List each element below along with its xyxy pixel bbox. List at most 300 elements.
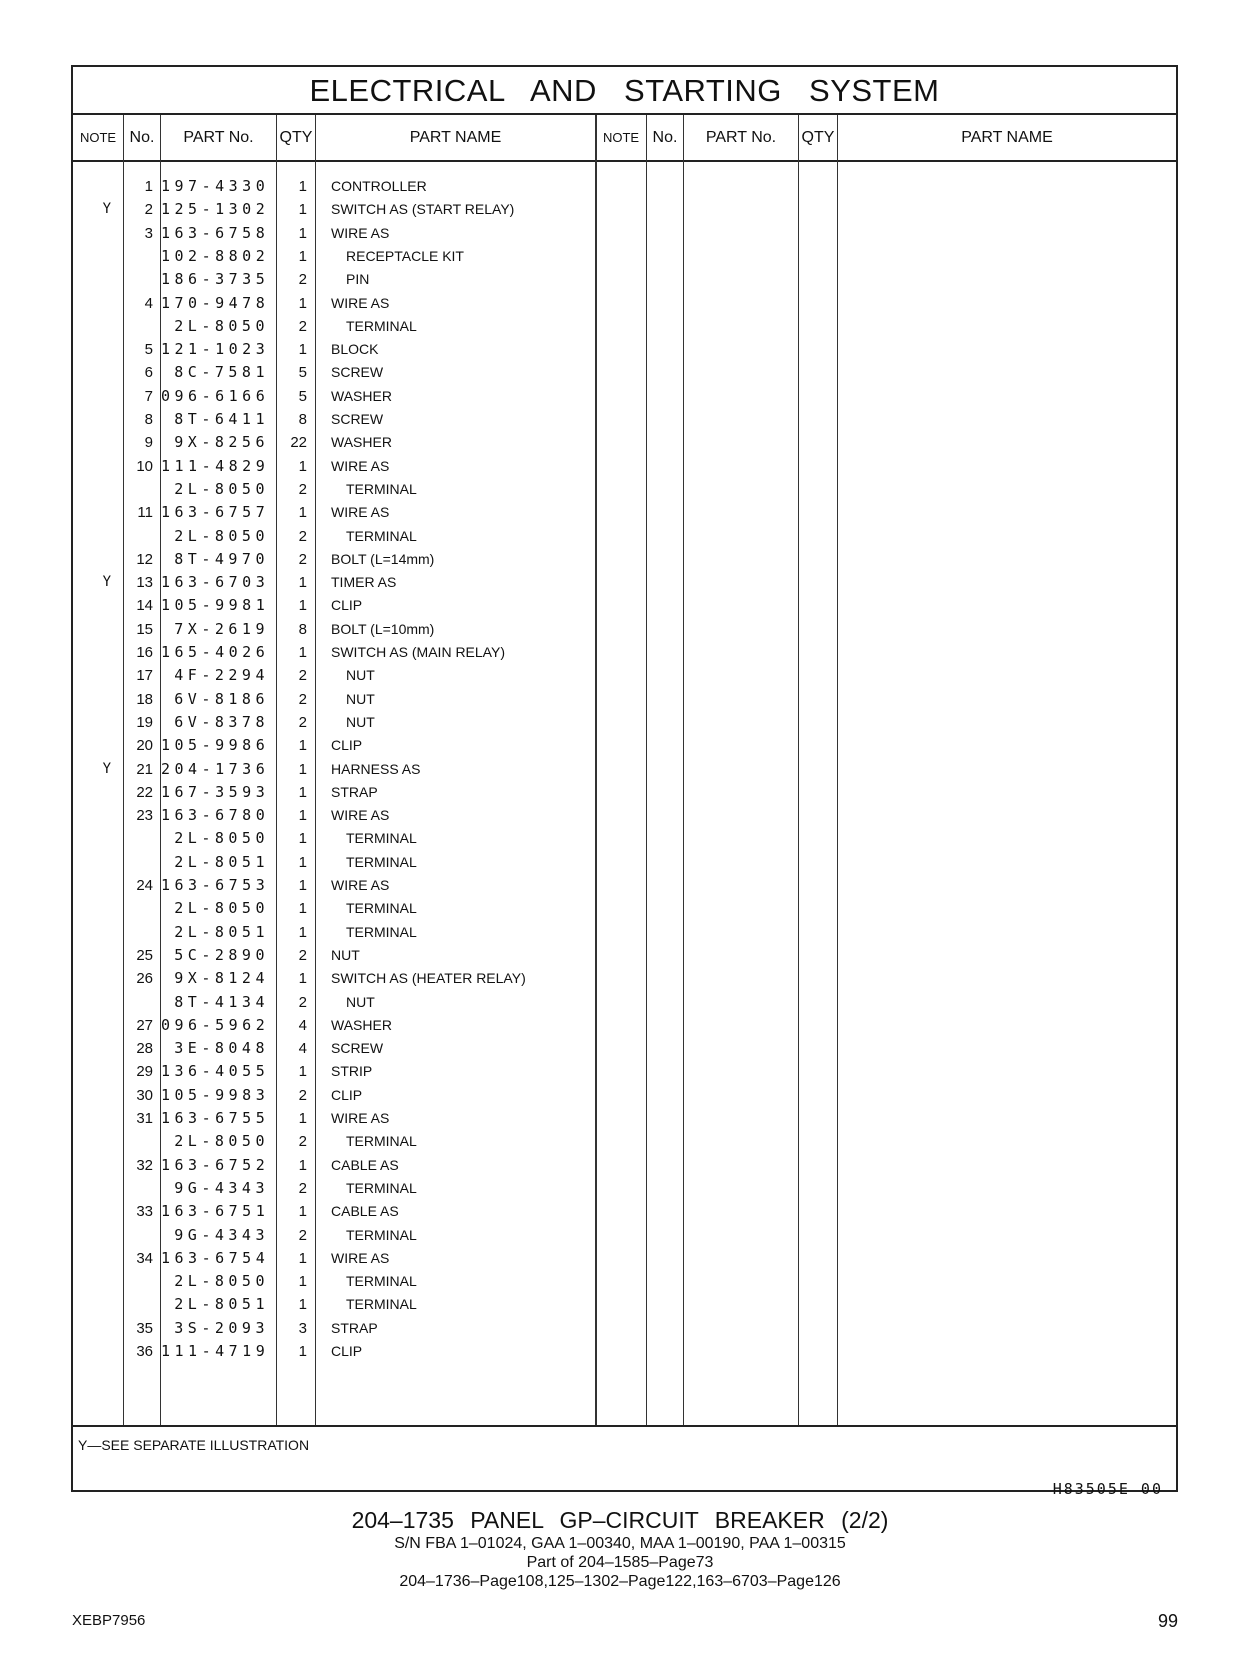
note-cell: Y bbox=[102, 201, 111, 218]
part-name-cell: TERMINAL bbox=[346, 853, 417, 870]
part-number-cell: 3E-8048 bbox=[174, 1039, 269, 1058]
quantity-cell: 1 bbox=[298, 1203, 307, 1221]
quantity-cell: 2 bbox=[298, 527, 307, 545]
part-name-cell: TERMINAL bbox=[346, 1273, 417, 1290]
figure-caption bbox=[0, 1506, 1240, 1591]
item-number-cell bbox=[125, 315, 153, 338]
part-name-cell: SWITCH AS (START RELAY) bbox=[331, 201, 515, 218]
table-row bbox=[73, 734, 1176, 757]
item-number-cell: 17 bbox=[136, 667, 153, 685]
item-number-cell bbox=[125, 268, 153, 291]
quantity-cell: 4 bbox=[298, 1016, 307, 1034]
header-qty-left: QTY bbox=[279, 129, 313, 146]
note-cell bbox=[73, 1340, 111, 1363]
note-cell bbox=[73, 641, 111, 664]
quantity-cell: 2 bbox=[298, 550, 307, 568]
item-number-cell bbox=[125, 1270, 153, 1293]
table-row bbox=[73, 1340, 1176, 1363]
part-name-cell: WIRE AS bbox=[331, 504, 390, 521]
table-row bbox=[73, 1177, 1176, 1200]
part-number-cell: 121-1023 bbox=[161, 340, 270, 359]
part-name-cell: BOLT (L=10mm) bbox=[331, 620, 435, 637]
item-number-cell: 4 bbox=[144, 294, 153, 312]
quantity-cell: 5 bbox=[298, 387, 307, 405]
table-row bbox=[73, 711, 1176, 734]
part-number-cell: 2L-8051 bbox=[174, 922, 269, 941]
header-part-no-left: PART No. bbox=[183, 129, 254, 146]
part-number-cell: 163-6754 bbox=[161, 1248, 270, 1267]
part-name-cell: NUT bbox=[346, 993, 375, 1010]
quantity-cell: 2 bbox=[298, 271, 307, 289]
part-number-cell: 2L-8050 bbox=[174, 526, 269, 545]
part-name-cell: SCREW bbox=[331, 411, 384, 427]
table-row bbox=[73, 548, 1176, 571]
item-number-cell bbox=[125, 1177, 153, 1200]
note-cell bbox=[73, 1107, 111, 1130]
note-cell bbox=[73, 1317, 111, 1340]
page-number: 99 bbox=[1157, 1611, 1178, 1631]
part-name-cell: SCREW bbox=[331, 364, 384, 381]
part-number-cell: 163-6758 bbox=[161, 223, 270, 242]
note-cell bbox=[73, 618, 111, 641]
table-row bbox=[73, 851, 1176, 874]
part-number-cell: 2L-8050 bbox=[174, 899, 269, 918]
quantity-cell: 1 bbox=[298, 341, 307, 359]
quantity-cell: 4 bbox=[298, 1040, 307, 1058]
section-title: ELECTRICAL AND STARTING SYSTEM bbox=[73, 67, 1176, 115]
item-number-cell bbox=[125, 1224, 153, 1247]
header-part-no-right: PART No. bbox=[705, 129, 777, 146]
note-cell bbox=[73, 897, 111, 920]
table-row bbox=[73, 525, 1176, 548]
item-number-cell: 34 bbox=[136, 1249, 153, 1267]
note-cell bbox=[73, 1224, 111, 1247]
note-cell bbox=[73, 1177, 111, 1200]
part-number-cell: 102-8802 bbox=[161, 246, 270, 265]
quantity-cell: 1 bbox=[298, 877, 307, 894]
part-name-cell: STRAP bbox=[331, 783, 378, 800]
part-number-cell: 6V-8186 bbox=[174, 689, 269, 708]
table-row bbox=[73, 385, 1176, 408]
part-name-cell: PIN bbox=[346, 271, 370, 288]
item-number-cell: 28 bbox=[136, 1040, 153, 1058]
part-number-cell: 105-9981 bbox=[161, 596, 270, 615]
quantity-cell: 1 bbox=[298, 574, 307, 592]
part-name-cell: TERMINAL bbox=[346, 900, 417, 917]
table-row bbox=[73, 1270, 1176, 1293]
note-cell bbox=[73, 1014, 111, 1037]
table-row bbox=[73, 1154, 1176, 1177]
quantity-cell: 2 bbox=[298, 946, 307, 964]
part-name-cell: WIRE AS bbox=[331, 1249, 390, 1266]
item-number-cell: 15 bbox=[136, 620, 153, 638]
footer-divider bbox=[73, 1425, 1176, 1427]
item-number-cell: 33 bbox=[136, 1203, 153, 1221]
item-number-cell: 1 bbox=[144, 178, 153, 195]
quantity-cell: 2 bbox=[298, 480, 307, 498]
table-row bbox=[73, 618, 1176, 641]
header-no-left: No. bbox=[129, 129, 155, 146]
part-number-cell: 7X-2619 bbox=[174, 619, 269, 638]
header-part-name-right: PART NAME bbox=[961, 129, 1053, 146]
table-row bbox=[73, 781, 1176, 804]
part-number-cell: 3S-2093 bbox=[174, 1318, 269, 1337]
note-cell bbox=[73, 431, 111, 454]
part-number-cell: 9G-4343 bbox=[174, 1178, 269, 1197]
quantity-cell: 2 bbox=[298, 317, 307, 335]
note-cell bbox=[73, 967, 111, 990]
item-number-cell: 22 bbox=[136, 783, 153, 801]
note-cell bbox=[73, 1130, 111, 1153]
note-cell bbox=[73, 688, 111, 711]
part-name-cell: TERMINAL bbox=[346, 527, 417, 544]
item-number-cell: 5 bbox=[144, 341, 153, 359]
part-number-cell: 2L-8050 bbox=[174, 479, 269, 498]
part-name-cell: NUT bbox=[346, 690, 375, 707]
caption-serial: S/N FBA 1–01024, GAA 1–00340, MAA 1–00190, PAA 1–00315 bbox=[394, 1535, 846, 1552]
table-row bbox=[73, 268, 1176, 291]
quantity-cell: 8 bbox=[298, 620, 307, 638]
quantity-cell: 2 bbox=[298, 713, 307, 731]
item-number-cell: 26 bbox=[136, 970, 153, 988]
part-number-cell: 8C-7581 bbox=[174, 363, 269, 382]
part-number-cell: 186-3735 bbox=[161, 270, 270, 289]
note-cell bbox=[73, 991, 111, 1014]
note-cell bbox=[73, 851, 111, 874]
table-row bbox=[73, 455, 1176, 478]
item-number-cell: 30 bbox=[136, 1086, 153, 1104]
table-row bbox=[73, 804, 1176, 827]
table-row bbox=[73, 315, 1176, 338]
item-number-cell bbox=[125, 525, 153, 548]
header-part-name-left: PART NAME bbox=[409, 129, 502, 146]
part-name-cell: SWITCH AS (MAIN RELAY) bbox=[331, 644, 505, 660]
part-name-cell: BLOCK bbox=[331, 341, 379, 358]
table-row bbox=[73, 897, 1176, 920]
quantity-cell: 1 bbox=[298, 853, 307, 871]
quantity-cell: 2 bbox=[298, 690, 307, 708]
part-name-cell: NUT bbox=[331, 946, 360, 963]
table-row bbox=[73, 874, 1176, 897]
note-cell bbox=[73, 1270, 111, 1293]
part-name-cell: RECEPTACLE KIT bbox=[346, 247, 464, 264]
part-number-cell: 4F-2294 bbox=[174, 666, 269, 685]
note-cell bbox=[73, 338, 111, 361]
part-number-cell: 197-4330 bbox=[161, 177, 270, 195]
caption-title: 204–1735 PANEL GP–CIRCUIT BREAKER (2/2) bbox=[351, 1507, 889, 1533]
table-row bbox=[73, 1293, 1176, 1316]
part-number-cell: 163-6755 bbox=[161, 1109, 270, 1127]
part-name-cell: CLIP bbox=[331, 597, 363, 614]
note-cell bbox=[73, 175, 111, 198]
note-cell bbox=[73, 268, 111, 291]
part-number-cell: 2L-8051 bbox=[174, 852, 269, 871]
quantity-cell: 2 bbox=[298, 1133, 307, 1151]
quantity-cell: 1 bbox=[298, 783, 307, 801]
quantity-cell: 1 bbox=[298, 201, 307, 219]
part-number-cell: 163-6753 bbox=[161, 876, 270, 894]
note-cell bbox=[73, 804, 111, 827]
item-number-cell: 12 bbox=[136, 550, 153, 568]
quantity-cell: 1 bbox=[298, 807, 307, 825]
item-number-cell: 23 bbox=[136, 807, 153, 825]
note-cell: Y bbox=[102, 574, 111, 591]
part-number-cell: 8T-4134 bbox=[174, 992, 269, 1011]
note-cell bbox=[73, 245, 111, 268]
note-cell bbox=[73, 385, 111, 408]
part-name-cell: BOLT (L=14mm) bbox=[331, 550, 435, 567]
part-number-cell: 111-4719 bbox=[161, 1342, 270, 1360]
part-number-cell: 2L-8050 bbox=[174, 1132, 269, 1151]
item-number-cell: 24 bbox=[136, 877, 153, 894]
part-number-cell: 8T-4970 bbox=[174, 549, 269, 568]
note-cell bbox=[73, 1154, 111, 1177]
table-row bbox=[73, 664, 1176, 687]
part-name-cell: TERMINAL bbox=[346, 1226, 417, 1243]
part-name-cell: WIRE AS bbox=[331, 457, 390, 474]
part-name-cell: CLIP bbox=[331, 737, 363, 754]
item-number-cell: 8 bbox=[144, 411, 153, 428]
item-number-cell: 36 bbox=[136, 1343, 153, 1360]
quantity-cell: 2 bbox=[298, 667, 307, 685]
note-cell bbox=[73, 781, 111, 804]
part-name-cell: HARNESS AS bbox=[331, 760, 421, 777]
part-name-cell: WIRE AS bbox=[331, 1110, 390, 1126]
note-cell bbox=[73, 944, 111, 967]
item-number-cell: 10 bbox=[136, 457, 153, 475]
note-cell bbox=[73, 734, 111, 757]
quantity-cell: 1 bbox=[298, 294, 307, 312]
item-number-cell: 14 bbox=[136, 597, 153, 615]
part-number-cell: 096-6166 bbox=[161, 386, 270, 405]
header-note-right: NOTE bbox=[602, 130, 640, 145]
table-row bbox=[73, 1060, 1176, 1083]
part-name-cell: STRIP bbox=[331, 1063, 373, 1080]
item-number-cell: 18 bbox=[136, 690, 153, 708]
table-row bbox=[73, 1084, 1176, 1107]
note-cell bbox=[73, 711, 111, 734]
quantity-cell: 3 bbox=[298, 1319, 307, 1337]
table-row bbox=[73, 991, 1176, 1014]
part-name-cell: TERMINAL bbox=[346, 1133, 417, 1150]
note-cell bbox=[73, 501, 111, 524]
note-cell bbox=[73, 1247, 111, 1270]
part-number-cell: 170-9478 bbox=[161, 293, 270, 312]
item-number-cell: 29 bbox=[136, 1063, 153, 1081]
item-number-cell: 7 bbox=[144, 387, 153, 405]
note-cell bbox=[73, 921, 111, 944]
table-row bbox=[73, 501, 1176, 524]
part-name-cell: CABLE AS bbox=[331, 1156, 399, 1173]
table-row bbox=[73, 175, 1176, 198]
item-number-cell: 35 bbox=[136, 1319, 153, 1337]
table-row bbox=[73, 338, 1176, 361]
part-number-cell: 2L-8051 bbox=[174, 1295, 269, 1314]
part-name-cell: CLIP bbox=[331, 1086, 363, 1103]
item-number-cell: 25 bbox=[136, 946, 153, 964]
header-note-left: NOTE bbox=[79, 130, 117, 145]
item-number-cell: 31 bbox=[136, 1110, 153, 1127]
quantity-cell: 1 bbox=[298, 1343, 307, 1360]
note-cell bbox=[73, 292, 111, 315]
quantity-cell: 1 bbox=[298, 923, 307, 941]
quantity-cell: 1 bbox=[298, 1156, 307, 1174]
item-number-cell: 11 bbox=[137, 504, 153, 522]
part-name-cell: TIMER AS bbox=[331, 574, 397, 591]
table-row bbox=[73, 1200, 1176, 1223]
note-cell bbox=[73, 1200, 111, 1223]
quantity-cell: 1 bbox=[298, 1110, 307, 1127]
illustration-code: H83505E 00 bbox=[1052, 1480, 1163, 1498]
table-row bbox=[73, 944, 1176, 967]
part-number-cell: 5C-2890 bbox=[174, 945, 269, 964]
part-name-cell: WIRE AS bbox=[331, 224, 390, 241]
item-number-cell: 2 bbox=[144, 201, 153, 219]
table-row bbox=[73, 1224, 1176, 1247]
quantity-cell: 1 bbox=[298, 457, 307, 475]
part-name-cell: WIRE AS bbox=[331, 877, 390, 893]
table-row bbox=[73, 688, 1176, 711]
part-name-cell: NUT bbox=[346, 667, 375, 684]
table-row bbox=[73, 1037, 1176, 1060]
quantity-cell: 1 bbox=[298, 760, 307, 778]
part-number-cell: 163-6752 bbox=[161, 1155, 270, 1174]
table-row bbox=[73, 222, 1176, 245]
note-cell bbox=[73, 525, 111, 548]
part-number-cell: 165-4026 bbox=[161, 643, 270, 661]
part-name-cell: TERMINAL bbox=[346, 923, 417, 940]
part-name-cell: CLIP bbox=[331, 1343, 363, 1359]
quantity-cell: 2 bbox=[298, 1179, 307, 1197]
quantity-cell: 1 bbox=[298, 1063, 307, 1081]
quantity-cell: 1 bbox=[298, 1273, 307, 1291]
note-cell bbox=[73, 315, 111, 338]
document-id: XEBP7956 bbox=[72, 1612, 146, 1629]
part-number-cell: 2L-8050 bbox=[174, 1272, 269, 1291]
note-cell bbox=[73, 664, 111, 687]
note-cell bbox=[73, 222, 111, 245]
table-row bbox=[73, 967, 1176, 990]
item-number-cell bbox=[125, 245, 153, 268]
table-row bbox=[73, 758, 1176, 781]
quantity-cell: 1 bbox=[298, 1249, 307, 1267]
quantity-cell: 1 bbox=[298, 597, 307, 615]
item-number-cell: 3 bbox=[144, 224, 153, 242]
table-row bbox=[73, 1247, 1176, 1270]
part-number-cell: 163-6780 bbox=[161, 806, 270, 825]
table-row bbox=[73, 292, 1176, 315]
quantity-cell: 1 bbox=[298, 1296, 307, 1314]
table-row bbox=[73, 408, 1176, 431]
item-number-cell: 6 bbox=[144, 364, 153, 382]
item-number-cell: 21 bbox=[136, 760, 153, 778]
quantity-cell: 1 bbox=[298, 830, 307, 848]
item-number-cell: 9 bbox=[144, 434, 153, 452]
item-number-cell bbox=[125, 991, 153, 1014]
part-number-cell: 9X-8256 bbox=[174, 433, 269, 452]
note-cell bbox=[73, 1037, 111, 1060]
part-name-cell: SCREW bbox=[331, 1040, 384, 1057]
note-cell bbox=[73, 548, 111, 571]
table-row bbox=[73, 1317, 1176, 1340]
table-row bbox=[73, 641, 1176, 664]
part-name-cell: TERMINAL bbox=[346, 480, 417, 497]
item-number-cell bbox=[125, 921, 153, 944]
part-number-cell: 111-4829 bbox=[161, 456, 270, 475]
table-row bbox=[73, 478, 1176, 501]
item-number-cell bbox=[125, 478, 153, 501]
quantity-cell: 22 bbox=[290, 434, 307, 452]
note-cell bbox=[73, 455, 111, 478]
part-name-cell: WIRE AS bbox=[331, 807, 390, 824]
part-number-cell: 2L-8050 bbox=[174, 316, 269, 335]
quantity-cell: 1 bbox=[298, 224, 307, 242]
table-row bbox=[73, 361, 1176, 384]
note-cell bbox=[73, 874, 111, 897]
quantity-cell: 8 bbox=[298, 411, 307, 428]
table-row bbox=[73, 431, 1176, 454]
part-number-cell: 2L-8050 bbox=[174, 829, 269, 848]
part-name-cell: TERMINAL bbox=[346, 317, 417, 334]
item-number-cell: 27 bbox=[136, 1016, 153, 1034]
part-number-cell: 9G-4343 bbox=[174, 1225, 269, 1244]
part-name-cell: WASHER bbox=[331, 387, 392, 404]
table-row bbox=[73, 245, 1176, 268]
table-row bbox=[73, 1014, 1176, 1037]
part-name-cell: WASHER bbox=[331, 1016, 392, 1033]
table-row bbox=[73, 571, 1176, 594]
part-number-cell: 125-1302 bbox=[161, 200, 270, 219]
caption-references: 204–1736–Page108,125–1302–Page122,163–6703–Page126 bbox=[399, 1573, 841, 1590]
caption-part-of: Part of 204–1585–Page73 bbox=[526, 1554, 714, 1571]
quantity-cell: 1 bbox=[298, 644, 307, 661]
part-name-cell: STRAP bbox=[331, 1319, 378, 1336]
part-name-cell: CABLE AS bbox=[331, 1203, 399, 1220]
note-cell bbox=[73, 361, 111, 384]
part-name-cell: SWITCH AS (HEATER RELAY) bbox=[331, 970, 526, 987]
header-qty-right: QTY bbox=[801, 129, 835, 146]
note-cell bbox=[73, 1293, 111, 1316]
table-row bbox=[73, 594, 1176, 617]
item-number-cell: 20 bbox=[136, 737, 153, 755]
note-cell bbox=[73, 594, 111, 617]
quantity-cell: 2 bbox=[298, 1226, 307, 1244]
quantity-cell: 1 bbox=[298, 737, 307, 755]
quantity-cell: 2 bbox=[298, 1086, 307, 1104]
part-number-cell: 204-1736 bbox=[161, 759, 270, 778]
note-cell bbox=[73, 1060, 111, 1083]
quantity-cell: 1 bbox=[298, 900, 307, 918]
part-number-cell: 105-9983 bbox=[161, 1085, 270, 1104]
table-row bbox=[73, 921, 1176, 944]
note-legend: Y—SEE SEPARATE ILLUSTRATION bbox=[78, 1437, 310, 1453]
part-number-cell: 096-5962 bbox=[161, 1015, 270, 1034]
parts-table-frame bbox=[71, 65, 1178, 1498]
part-number-cell: 136-4055 bbox=[161, 1062, 270, 1081]
quantity-cell: 5 bbox=[298, 364, 307, 382]
table-row bbox=[73, 1130, 1176, 1153]
item-number-cell: 19 bbox=[136, 713, 153, 731]
item-number-cell bbox=[125, 897, 153, 920]
part-name-cell: CONTROLLER bbox=[331, 178, 427, 194]
table-row bbox=[73, 198, 1176, 221]
item-number-cell bbox=[125, 1293, 153, 1316]
quantity-cell: 1 bbox=[298, 970, 307, 988]
part-name-cell: TERMINAL bbox=[346, 1179, 417, 1196]
note-cell bbox=[73, 1084, 111, 1107]
note-cell: Y bbox=[102, 760, 111, 777]
part-number-cell: 163-6757 bbox=[161, 503, 270, 522]
